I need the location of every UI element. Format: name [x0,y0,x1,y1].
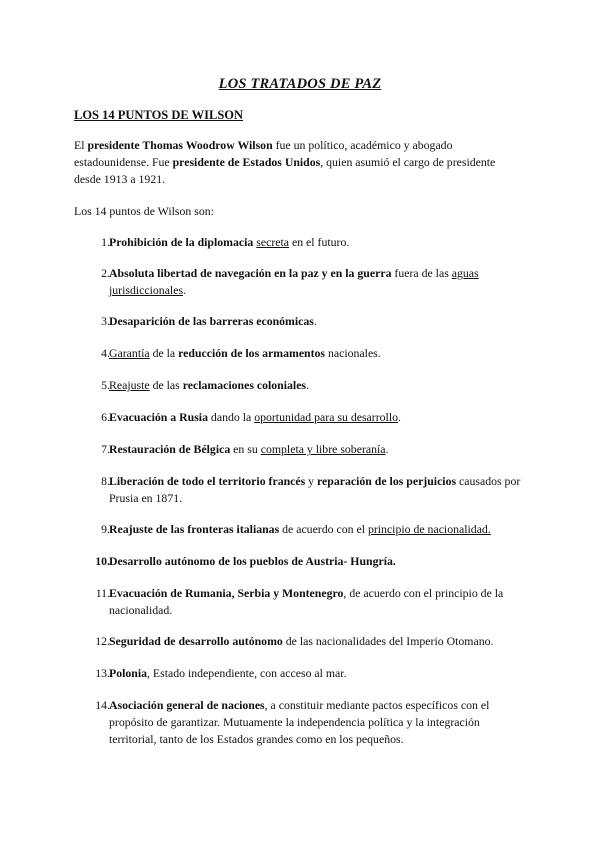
list-item [88,473,528,507]
item-bold: Evacuación de Rumania, Serbia y Montenegro [109,586,344,600]
item-bold: Asociación general de naciones [109,698,265,712]
item-text: de las [149,378,183,392]
item-bold: Seguridad de desarrollo autónomo [109,634,283,648]
list-item [88,345,528,362]
item-text: en el futuro. [289,235,350,249]
item-text: y [305,474,318,488]
item-number: 6. [101,410,110,424]
item-text: . [398,410,401,424]
item-bold: Restauración de Bélgica [109,442,231,456]
list-item [88,441,528,458]
item-number: 10. [95,554,110,568]
item-text: de las nacionalidades del Imperio Otomano. [282,634,494,648]
item-text: nacionales. [325,346,381,360]
item-underlined: aguas jurisdiccionales [109,266,479,297]
item-number: 7. [101,442,110,456]
list-item [88,377,528,394]
intro-text: fue un político, académico y abogado estadounidense. Fue [74,138,453,169]
item-bold: Prohibición de la diplomacia [109,235,254,249]
item-text: causados por Prusia en 1871. [109,474,521,505]
page-title: LOS TRATADOS DE PAZ [218,76,382,92]
list-item [88,521,528,538]
list-lead-text: Los 14 puntos de Wilson son: [74,204,214,218]
item-number: 3. [101,314,110,328]
item-text: . [183,283,186,297]
item-number: 14. [95,698,110,712]
list-item [88,265,528,299]
list-item [88,585,528,619]
item-number: 2. [101,266,110,280]
item-number: 13. [95,666,110,680]
item-bold: Desarrollo autónomo de los pueblos de Austria- Hungría. [109,554,396,568]
item-text: . [306,378,309,392]
list-item [88,409,528,426]
item-text: fuera de las [391,266,452,280]
item-text: . [385,442,389,456]
item-underlined: Garantía [109,346,150,360]
item-underlined: oportunidad para su desarrollo [254,410,399,424]
item-underlined: completa y libre soberanía [260,442,386,456]
intro-text: , quien asumió el cargo de presidente desde 1913 a 1921. [74,155,496,186]
item-text: en su [230,442,261,456]
intro-bold: presidente de Estados Unidos [172,155,321,169]
item-bold: Reajuste de las fronteras italianas [109,522,280,536]
item-underlined: Reajuste [109,378,150,392]
item-bold: Absoluta libertad de navegación en la paz y en la guerra [109,266,392,280]
item-bold: Desaparición de las barreras económicas [109,314,314,328]
list-item [88,697,528,748]
item-text: , de acuerdo con el principio de la nacionalidad. [109,586,504,617]
item-number: 1. [101,235,110,249]
item-number: 5. [101,378,110,392]
item-text: , a constituir mediante pactos específicos con el propósito de garantizar. Mutuamente la independencia política y la integración territorial, tanto de los Estados grandes como en los pequeños. [109,698,490,746]
list-item [88,234,528,251]
item-bold: Liberación de todo el territorio francés [109,474,306,488]
item-underlined: secreta [256,235,290,249]
item-bold: reclamaciones coloniales [182,378,307,392]
intro-paragraph [74,137,524,188]
section-heading: LOS 14 PUNTOS DE WILSON [74,108,244,122]
item-text: de acuerdo con el [279,522,368,536]
item-underlined: principio de nacionalidad. [367,522,491,536]
item-bold: Polonia [109,666,148,680]
list-item [88,633,528,650]
list-item [88,553,528,570]
item-number: 11. [95,586,110,600]
item-bold: Evacuación a Rusia [109,410,208,424]
intro-bold: presidente Thomas Woodrow Wilson [87,138,273,152]
item-text: , Estado independiente, con acceso al mar. [147,666,347,680]
item-bold: reparación de los perjuicios [317,474,457,488]
intro-text: El [74,138,88,152]
item-number: 4. [101,346,110,360]
item-text: . [313,314,317,328]
item-text: de la [149,346,179,360]
item-text: dando la [207,410,255,424]
item-number: 8. [101,474,110,488]
item-number: 12. [95,634,110,648]
item-number: 9. [101,522,110,536]
list-item [88,313,528,330]
item-bold: reducción de los armamentos [178,346,326,360]
list-item [88,665,528,682]
